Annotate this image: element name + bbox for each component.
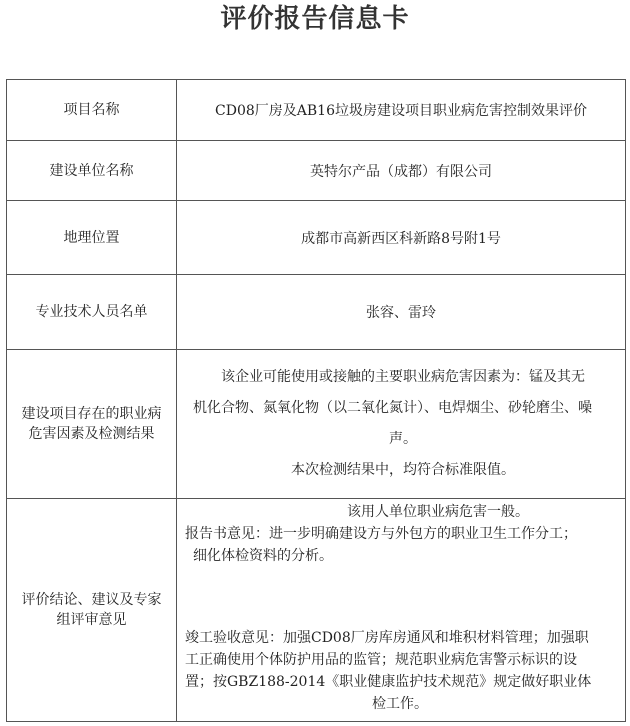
table-row-hazards: [7, 350, 626, 499]
hazards-label: 建设项目存在的职业病危害因素及检测结果: [7, 350, 177, 499]
conclusion-line-6: 置；按GBZ188-2014《职业健康监护技术规范》规定做好职业体: [185, 674, 592, 690]
conclusion-line-4: 竣工验收意见：加强CD08厂房库房通风和堆积材料管理；加强职: [185, 630, 589, 646]
hazards-line-4: 本次检测结果中，均符合标准限值。: [291, 462, 515, 478]
table-row-project-name: [7, 80, 626, 141]
unit-name-label: 建设单位名称: [7, 141, 177, 201]
conclusion-label: 评价结论、建议及专家组评审意见: [7, 499, 177, 722]
conclusion-value: [177, 499, 626, 722]
conclusion-line-5: 工正确使用个体防护用品的监管；规范职业病危害警示标识的设: [185, 652, 577, 668]
table-row-conclusion: [7, 499, 626, 722]
project-name-label: 项目名称: [7, 80, 177, 141]
hazards-line-1: 该企业可能使用或接触的主要职业病危害因素为：锰及其无: [221, 369, 585, 385]
hazards-text: [177, 358, 625, 490]
conclusion-line-7: 检工作。: [372, 696, 428, 712]
location-label: 地理位置: [7, 201, 177, 275]
unit-name-value: 英特尔产品（成都）有限公司: [177, 141, 626, 201]
hazards-value: [177, 350, 626, 499]
conclusion-spacer: [185, 567, 615, 627]
conclusion-text: [177, 499, 625, 715]
conclusion-line-1: 该用人单位职业病危害一般。: [347, 504, 529, 520]
hazards-line-2: 机化合物、氮氧化物（以二氧化氮计）、电焊烟尘、砂轮磨尘、噪: [193, 400, 592, 416]
table-row-personnel: [7, 275, 626, 350]
personnel-value: 张容、雷玲: [177, 275, 626, 350]
hazards-line-3: 声。: [389, 431, 417, 447]
location-value: 成都市高新西区科新路8号附1号: [177, 201, 626, 275]
project-name-value: CD08厂房及AB16垃圾房建设项目职业病危害控制效果评价: [177, 80, 626, 141]
personnel-label: 专业技术人员名单: [7, 275, 177, 350]
conclusion-line-2: 报告书意见：进一步明确建设方与外包方的职业卫生工作分工；: [185, 526, 577, 542]
table-row-unit-name: [7, 141, 626, 201]
conclusion-line-3: 细化体检资料的分析。: [193, 548, 333, 564]
info-card-table: [6, 79, 626, 722]
table-row-location: [7, 201, 626, 275]
page-title: 评价报告信息卡: [220, 4, 410, 34]
